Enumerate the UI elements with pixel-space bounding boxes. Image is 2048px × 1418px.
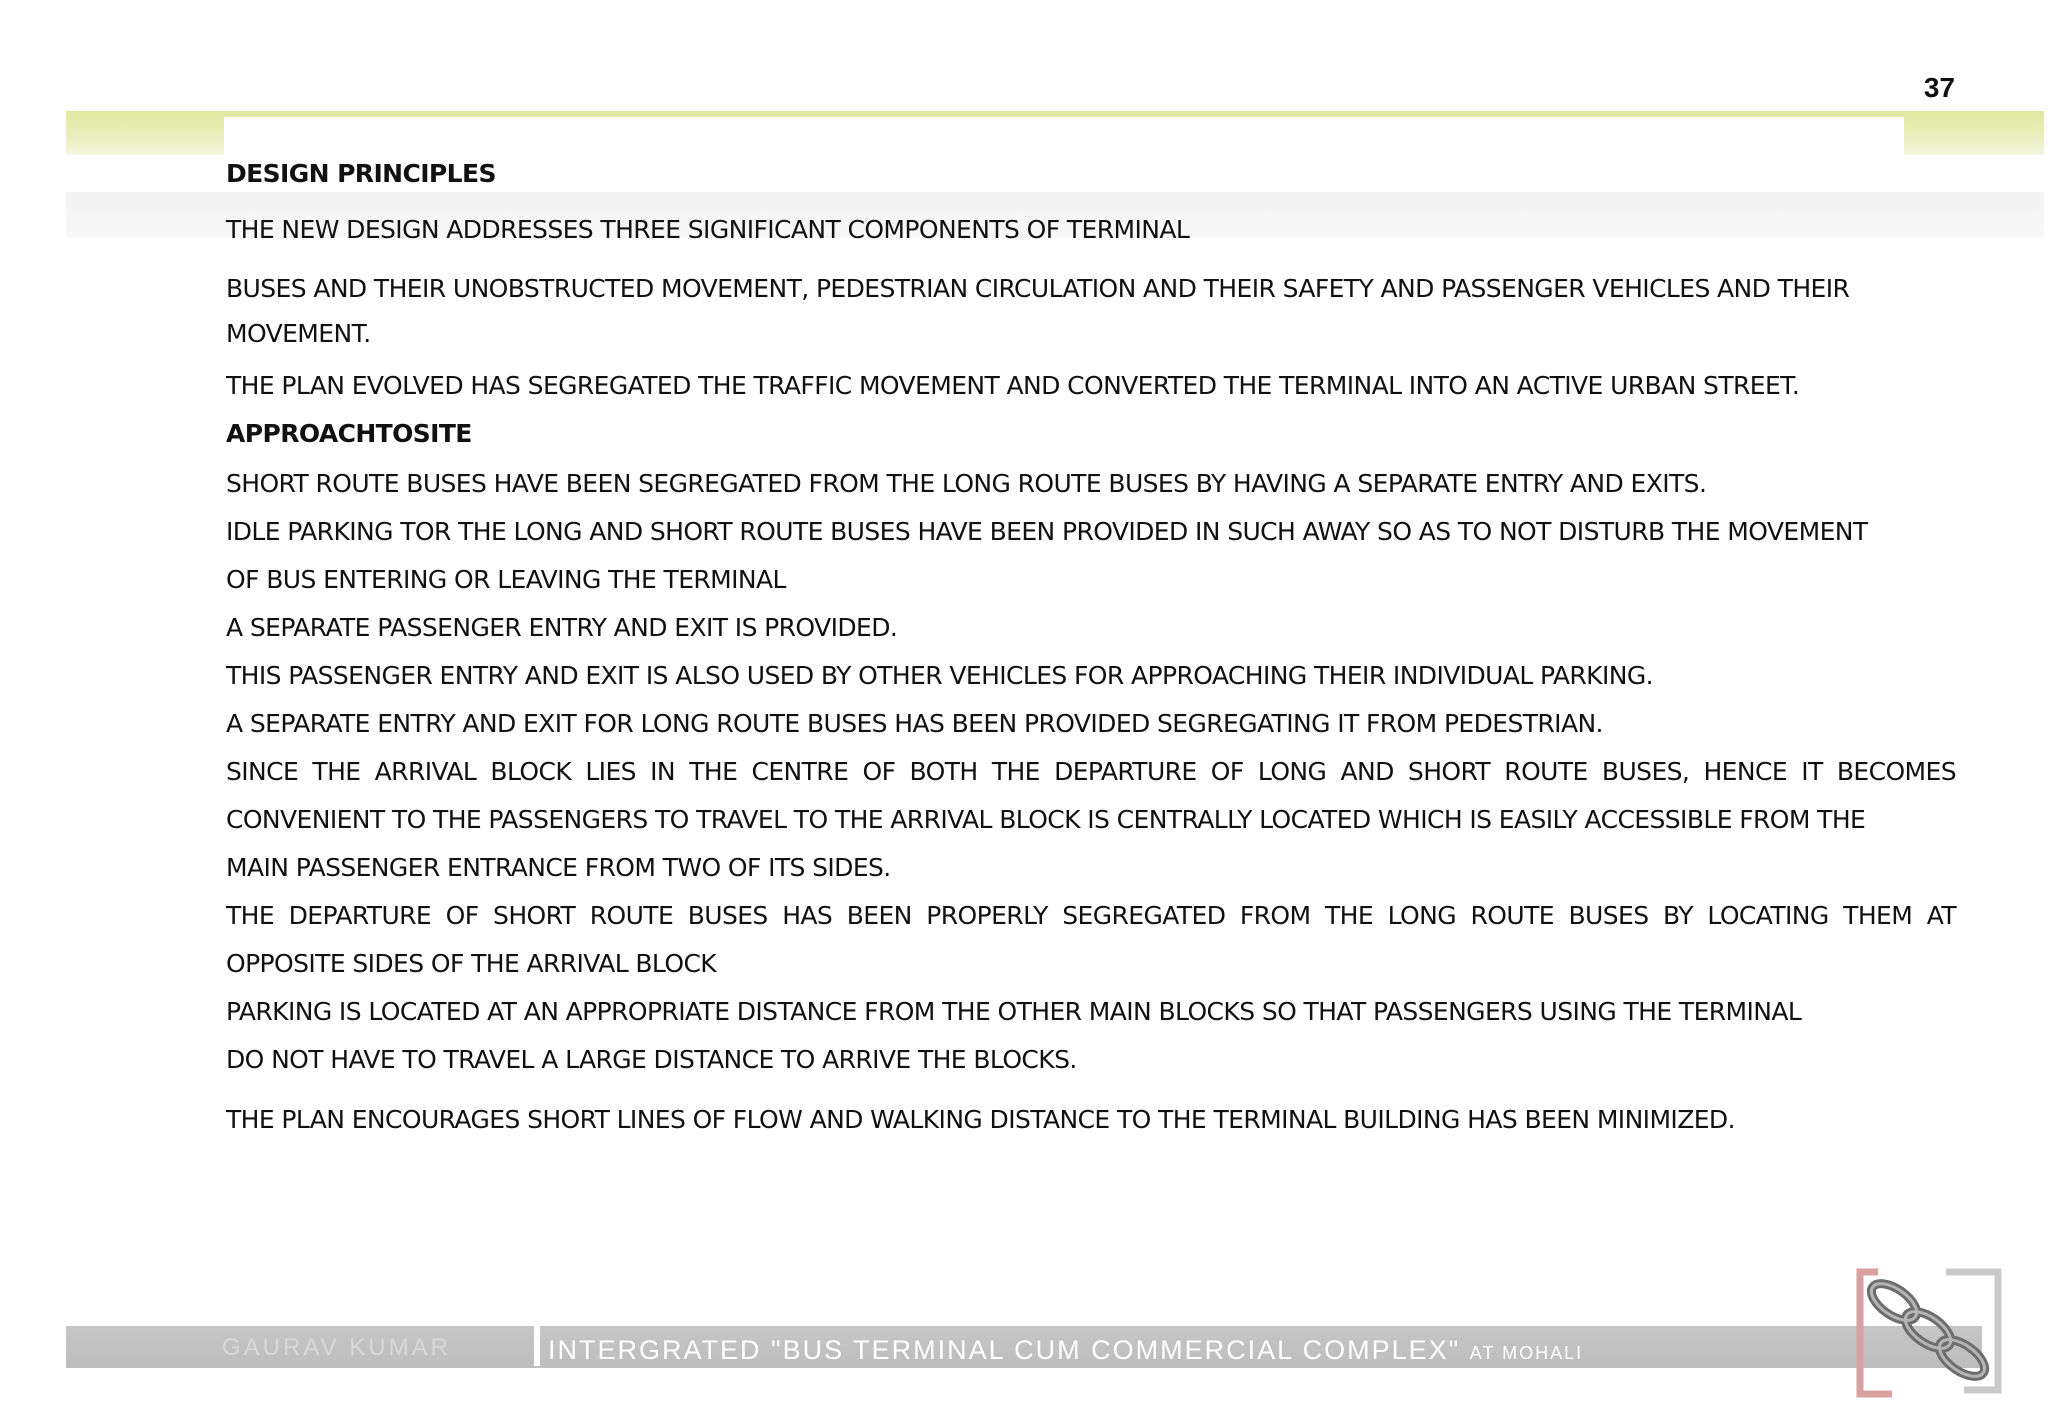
chain-link-icon <box>1856 1266 2004 1398</box>
other-vehicles-text: THIS PASSENGER ENTRY AND EXIT IS ALSO USED BY OTHER VEHICLES FOR APPROACHING THEIR INDIVIDUAL PARKING. <box>226 661 1653 690</box>
departure-line-1: THE DEPARTURE OF SHORT ROUTE BUSES HAS BEEN PROPERLY SEGREGATED FROM THE LONG ROUTE BUSES BY LOCATING THEM AT <box>226 901 1956 930</box>
heading-design-principles: DESIGN PRINCIPLES <box>226 159 496 188</box>
plan-evolved-text: THE PLAN EVOLVED HAS SEGREGATED THE TRAFFIC MOVEMENT AND CONVERTED THE TERMINAL INTO AN ACTIVE URBAN STREET. <box>226 371 1800 400</box>
components-line-1: BUSES AND THEIR UNOBSTRUCTED MOVEMENT, PEDESTRIAN CIRCULATION AND THEIR SAFETY AND PASSENGER VEHICLES AND THEIR <box>226 274 1850 303</box>
arrival-block-line-1: SINCE THE ARRIVAL BLOCK LIES IN THE CENTRE OF BOTH THE DEPARTURE OF LONG AND SHORT ROUTE BUSES, HENCE IT BECOMES <box>226 757 1956 786</box>
idle-parking-line-2: OF BUS ENTERING OR LEAVING THE TERMINAL <box>226 565 786 594</box>
idle-parking-line-1: IDLE PARKING TOR THE LONG AND SHORT ROUTE BUSES HAVE BEEN PROVIDED IN SUCH AWAY SO AS TO NOT DISTURB THE MOVEMENT <box>226 517 1868 546</box>
encourages-text: THE PLAN ENCOURAGES SHORT LINES OF FLOW AND WALKING DISTANCE TO THE TERMINAL BUILDING HAS BEEN MINIMIZED. <box>226 1105 1735 1134</box>
page-number: 37 <box>1923 72 1955 103</box>
parking-line-1: PARKING IS LOCATED AT AN APPROPRIATE DISTANCE FROM THE OTHER MAIN BLOCKS SO THAT PASSENGERS USING THE TERMINAL <box>226 997 1802 1026</box>
heading-approach-to-site: APPROACHTOSITE <box>226 419 472 448</box>
arrival-block-line-3: MAIN PASSENGER ENTRANCE FROM TWO OF ITS SIDES. <box>226 853 891 882</box>
parking-line-2: DO NOT HAVE TO TRAVEL A LARGE DISTANCE TO ARRIVE THE BLOCKS. <box>226 1045 1077 1074</box>
intro-text: THE NEW DESIGN ADDRESSES THREE SIGNIFICANT COMPONENTS OF TERMINAL <box>226 215 1190 244</box>
arrival-block-line-2: CONVENIENT TO THE PASSENGERS TO TRAVEL TO THE ARRIVAL BLOCK IS CENTRALLY LOCATED WHICH IS EASILY ACCESSIBLE FROM THE <box>226 805 1866 834</box>
departure-line-2: OPPOSITE SIDES OF THE ARRIVAL BLOCK <box>226 949 717 978</box>
page-content <box>226 150 1956 1144</box>
short-route-text: SHORT ROUTE BUSES HAVE BEEN SEGREGATED FROM THE LONG ROUTE BUSES BY HAVING A SEPARATE ENTRY AND EXITS. <box>226 469 1707 498</box>
footer-title <box>548 1334 1583 1366</box>
footer-divider <box>534 1322 540 1366</box>
long-route-entry-text: A SEPARATE ENTRY AND EXIT FOR LONG ROUTE BUSES HAS BEEN PROVIDED SEGREGATING IT FROM PEDESTRIAN. <box>226 709 1603 738</box>
footer-author: GAURAV KUMAR <box>222 1334 451 1361</box>
footer-location: AT MOHALI <box>1469 1343 1584 1363</box>
components-line-2: MOVEMENT. <box>226 319 371 348</box>
footer-project-title: INTERGRATED "BUS TERMINAL CUM COMMERCIAL COMPLEX" <box>548 1335 1461 1365</box>
passenger-entry-text: A SEPARATE PASSENGER ENTRY AND EXIT IS PROVIDED. <box>226 613 898 642</box>
